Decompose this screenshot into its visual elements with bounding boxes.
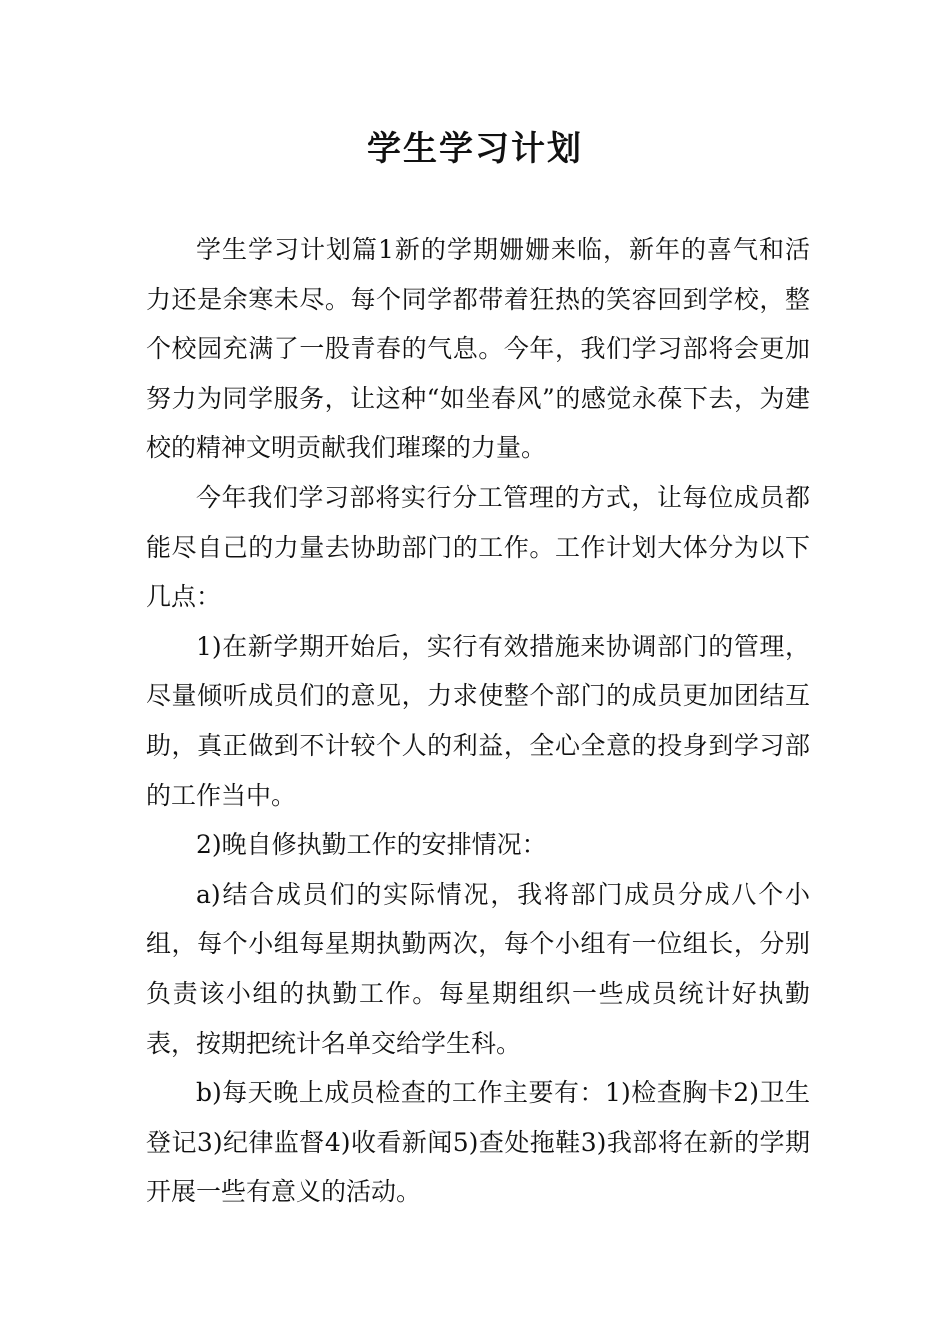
document-title: 学生学习计划 bbox=[367, 129, 583, 169]
paragraph-plan-overview: 今年我们学习部将实行分工管理的方式，让每位成员都能尽自己的力量去协助部门的工作。工作计划大体分为以下几点： bbox=[146, 482, 810, 612]
paragraph-item-2b: b)每天晚上成员检查的工作主要有：1)检查胸卡2)卫生登记3)纪律监督4)收看新闻5)查处拖鞋3)我部将在新的学期开展一些有意义的活动。 bbox=[146, 1078, 810, 1207]
paragraph-item-2: 2)晚自修执勤工作的安排情况： bbox=[196, 830, 547, 860]
paragraph-item-2a: a)结合成员们的实际情况，我将部门成员分成八个小组，每个小组每星期执勤两次，每个小组有一位组长，分别负责该小组的执勤工作。每星期组织一些成员统计好执勤表，按期把统计名单交给学生科。 bbox=[146, 879, 810, 1058]
document-body bbox=[146, 225, 810, 1217]
paragraph-intro: 学生学习计划篇1新的学期姗姗来临，新年的喜气和活力还是余寒未尽。每个同学都带着狂热的笑容回到学校，整个校园充满了一股青春的气息。今年，我们学习部将会更加努力为同学服务，让这种“如坐春风”的感觉永葆下去，为建校的精神文明贡献我们璀璨的力量。 bbox=[146, 235, 810, 463]
paragraph-item-1: 1)在新学期开始后，实行有效措施来协调部门的管理，尽量倾听成员们的意见，力求使整个部门的成员更加团结互助，真正做到不计较个人的利益，全心全意的投身到学习部的工作当中。 bbox=[146, 631, 810, 810]
